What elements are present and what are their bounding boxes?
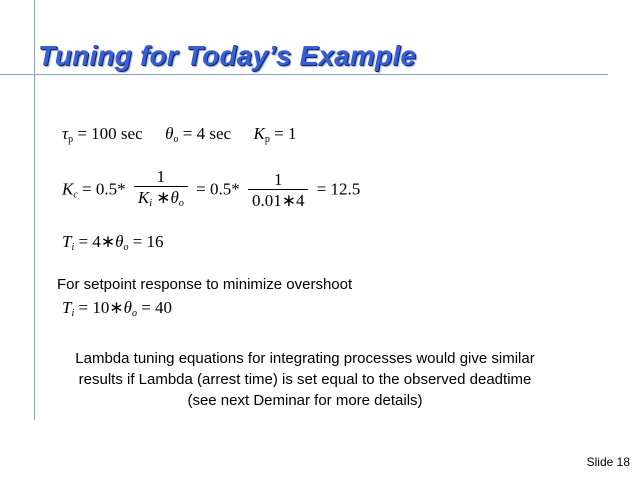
ti2-result: = 40 — [141, 298, 173, 317]
ti2-symbol: T — [62, 298, 72, 317]
ti-setpoint-equation — [62, 298, 172, 319]
lambda-note — [55, 348, 555, 411]
kc-fraction-2 — [248, 171, 309, 210]
frac1-numerator: 1 — [156, 167, 166, 186]
tau-subscript: p — [68, 134, 74, 145]
kp-symbol: K — [253, 124, 265, 143]
tau-symbol: τ — [62, 124, 69, 143]
ti-symbol: T — [62, 232, 72, 251]
kp-subscript: p — [264, 134, 270, 145]
ti2-subscript: i — [71, 308, 75, 319]
kc-eq2: = 0.5* — [196, 179, 240, 199]
kc-fraction-1 — [134, 168, 188, 213]
kp-value: = 1 — [274, 124, 297, 143]
theta-value: = 4 sec — [182, 124, 232, 143]
ti2-theta: θ — [123, 298, 132, 317]
kc-symbol: K — [62, 179, 74, 199]
frac2-denominator: 0.01∗4 — [248, 189, 309, 210]
setpoint-note: For setpoint response to minimize overshoot — [57, 276, 353, 293]
theta-subscript: o — [173, 134, 179, 145]
tau-value: = 100 sec — [77, 124, 143, 143]
kc-equation — [62, 168, 360, 213]
lambda-line-3: (see next Deminar for more details) — [187, 392, 423, 409]
frac1-theta: θ — [170, 188, 179, 207]
kc-result: = 12.5 — [316, 179, 361, 199]
vertical-rule — [34, 0, 35, 420]
slide-number: Slide 18 — [586, 455, 630, 469]
theta-symbol: θ — [165, 124, 174, 143]
kc-eq1: = 0.5* — [82, 179, 126, 199]
title-underline — [0, 74, 608, 75]
ti-subscript: i — [71, 242, 75, 253]
frac1-theta-subscript: o — [178, 198, 184, 209]
frac2-numerator: 1 — [273, 170, 283, 189]
ti-mid: = 4∗ — [78, 232, 116, 251]
ti-theta: θ — [115, 232, 124, 251]
parameter-line — [62, 124, 296, 145]
ki-symbol: K — [137, 188, 150, 207]
kc-subscript: c — [73, 189, 78, 201]
frac1-denominator — [134, 186, 188, 213]
ki-subscript: i — [149, 198, 153, 209]
ti-result: = 16 — [132, 232, 164, 251]
lambda-line-1: Lambda tuning equations for integrating processes would give similar — [75, 350, 535, 367]
slide-title: Tuning for Today’s Example — [38, 40, 417, 71]
ti-theta-subscript: o — [123, 242, 129, 253]
ti2-mid: = 10∗ — [78, 298, 124, 317]
ti2-theta-subscript: o — [131, 308, 137, 319]
ti-equation — [62, 232, 164, 253]
frac1-operator: ∗ — [156, 188, 171, 207]
lambda-line-2: results if Lambda (arrest time) is set equal to the observed deadtime — [78, 371, 532, 388]
